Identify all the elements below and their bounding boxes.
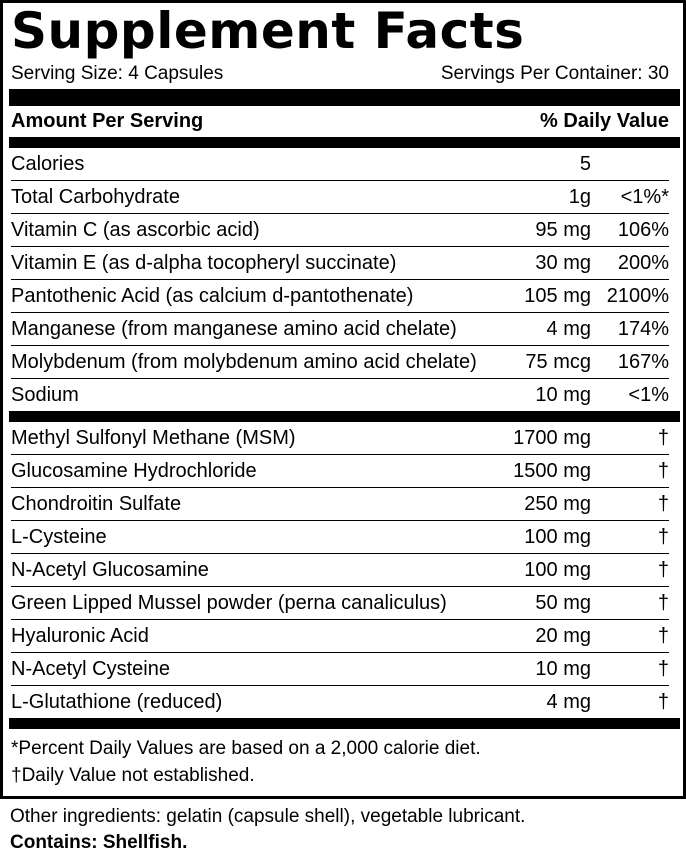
nutrient-name: Glucosamine Hydrochloride bbox=[11, 459, 257, 482]
divider-medium bbox=[9, 137, 680, 148]
table-row bbox=[11, 379, 669, 411]
daily-value: 2100% bbox=[606, 284, 669, 307]
table-row bbox=[11, 181, 669, 214]
allergen-statement: Contains: Shellfish. bbox=[10, 832, 188, 853]
table-row bbox=[11, 620, 669, 653]
daily-value: † bbox=[657, 426, 669, 449]
other-ingredients: Other ingredients: gelatin (capsule shell), vegetable lubricant. bbox=[10, 806, 526, 827]
amount-per-serving: 1700 mg bbox=[513, 426, 591, 449]
nutrient-name: Methyl Sulfonyl Methane (MSM) bbox=[11, 426, 296, 449]
nutrient-name: N-Acetyl Glucosamine bbox=[11, 558, 209, 581]
nutrient-name: L-Cysteine bbox=[11, 525, 107, 548]
ingredient-list bbox=[11, 422, 669, 718]
daily-value: 106% bbox=[617, 218, 669, 241]
nutrient-name: Vitamin E (as d-alpha tocopheryl succinate) bbox=[11, 251, 397, 274]
table-row bbox=[11, 346, 669, 379]
table-row bbox=[11, 214, 669, 247]
footnote-dv-not-established: †Daily Value not established. bbox=[11, 765, 255, 786]
daily-value: <1%* bbox=[620, 185, 669, 208]
nutrient-name: N-Acetyl Cysteine bbox=[11, 657, 170, 680]
amount-per-serving: 5 bbox=[579, 152, 591, 175]
amount-per-serving: 250 mg bbox=[524, 492, 591, 515]
nutrient-list bbox=[11, 148, 669, 411]
amount-per-serving: 10 mg bbox=[535, 383, 591, 406]
column-headers bbox=[11, 106, 669, 137]
amount-per-serving: 10 mg bbox=[535, 657, 591, 680]
amount-per-serving: 20 mg bbox=[535, 624, 591, 647]
nutrient-name: Total Carbohydrate bbox=[11, 185, 180, 208]
daily-value: † bbox=[657, 624, 669, 647]
amount-per-serving: 100 mg bbox=[524, 525, 591, 548]
table-row bbox=[11, 148, 669, 181]
footnote-percent-dv: *Percent Daily Values are based on a 2,000 calorie diet. bbox=[11, 738, 481, 759]
table-row bbox=[11, 587, 669, 620]
nutrient-name: L-Glutathione (reduced) bbox=[11, 690, 223, 713]
other-info bbox=[10, 804, 525, 856]
amount-per-serving: 100 mg bbox=[524, 558, 591, 581]
daily-value: † bbox=[657, 657, 669, 680]
daily-value: † bbox=[657, 591, 669, 614]
table-row bbox=[11, 521, 669, 554]
daily-value: † bbox=[657, 690, 669, 713]
amount-per-serving: 105 mg bbox=[524, 284, 591, 307]
nutrient-name: Green Lipped Mussel powder (perna canaliculus) bbox=[11, 591, 447, 614]
daily-value: † bbox=[657, 525, 669, 548]
table-row bbox=[11, 653, 669, 686]
panel-title: Supplement Facts bbox=[11, 2, 525, 60]
daily-value: † bbox=[657, 558, 669, 581]
amount-per-serving: 95 mg bbox=[535, 218, 591, 241]
daily-value: 167% bbox=[617, 350, 669, 373]
nutrient-name: Molybdenum (from molybdenum amino acid chelate) bbox=[11, 350, 477, 373]
amount-per-serving: 1500 mg bbox=[513, 459, 591, 482]
daily-value: † bbox=[657, 459, 669, 482]
table-row bbox=[11, 422, 669, 455]
amount-per-serving: 4 mg bbox=[546, 690, 591, 713]
nutrient-name: Hyaluronic Acid bbox=[11, 624, 149, 647]
daily-value: 200% bbox=[617, 251, 669, 274]
serving-info bbox=[11, 59, 669, 89]
amount-per-serving: 30 mg bbox=[535, 251, 591, 274]
table-row bbox=[11, 554, 669, 587]
servings-per-container: Servings Per Container: 30 bbox=[440, 63, 669, 84]
table-row bbox=[11, 455, 669, 488]
divider-medium bbox=[9, 411, 680, 422]
divider-medium bbox=[9, 718, 680, 729]
table-row bbox=[11, 280, 669, 313]
amount-per-serving-header: Amount Per Serving bbox=[11, 110, 204, 132]
footnotes bbox=[11, 729, 669, 789]
table-row bbox=[11, 686, 669, 718]
nutrient-name: Pantothenic Acid (as calcium d-pantothenate) bbox=[11, 284, 414, 307]
amount-per-serving: 75 mcg bbox=[525, 350, 591, 373]
divider-thick bbox=[9, 89, 680, 106]
nutrient-name: Vitamin C (as ascorbic acid) bbox=[11, 218, 260, 241]
amount-per-serving: 1g bbox=[568, 185, 591, 208]
nutrient-name: Sodium bbox=[11, 383, 79, 406]
table-row bbox=[11, 488, 669, 521]
amount-per-serving: 4 mg bbox=[546, 317, 591, 340]
nutrient-name: Manganese (from manganese amino acid chelate) bbox=[11, 317, 457, 340]
table-row bbox=[11, 247, 669, 280]
nutrient-name: Calories bbox=[11, 152, 85, 175]
serving-size: Serving Size: 4 Capsules bbox=[11, 63, 224, 84]
amount-per-serving: 50 mg bbox=[535, 591, 591, 614]
nutrient-name: Chondroitin Sulfate bbox=[11, 492, 182, 515]
daily-value: <1% bbox=[628, 383, 669, 406]
daily-value: 174% bbox=[617, 317, 669, 340]
daily-value: † bbox=[657, 492, 669, 515]
daily-value-header: % Daily Value bbox=[540, 110, 669, 132]
table-row bbox=[11, 313, 669, 346]
